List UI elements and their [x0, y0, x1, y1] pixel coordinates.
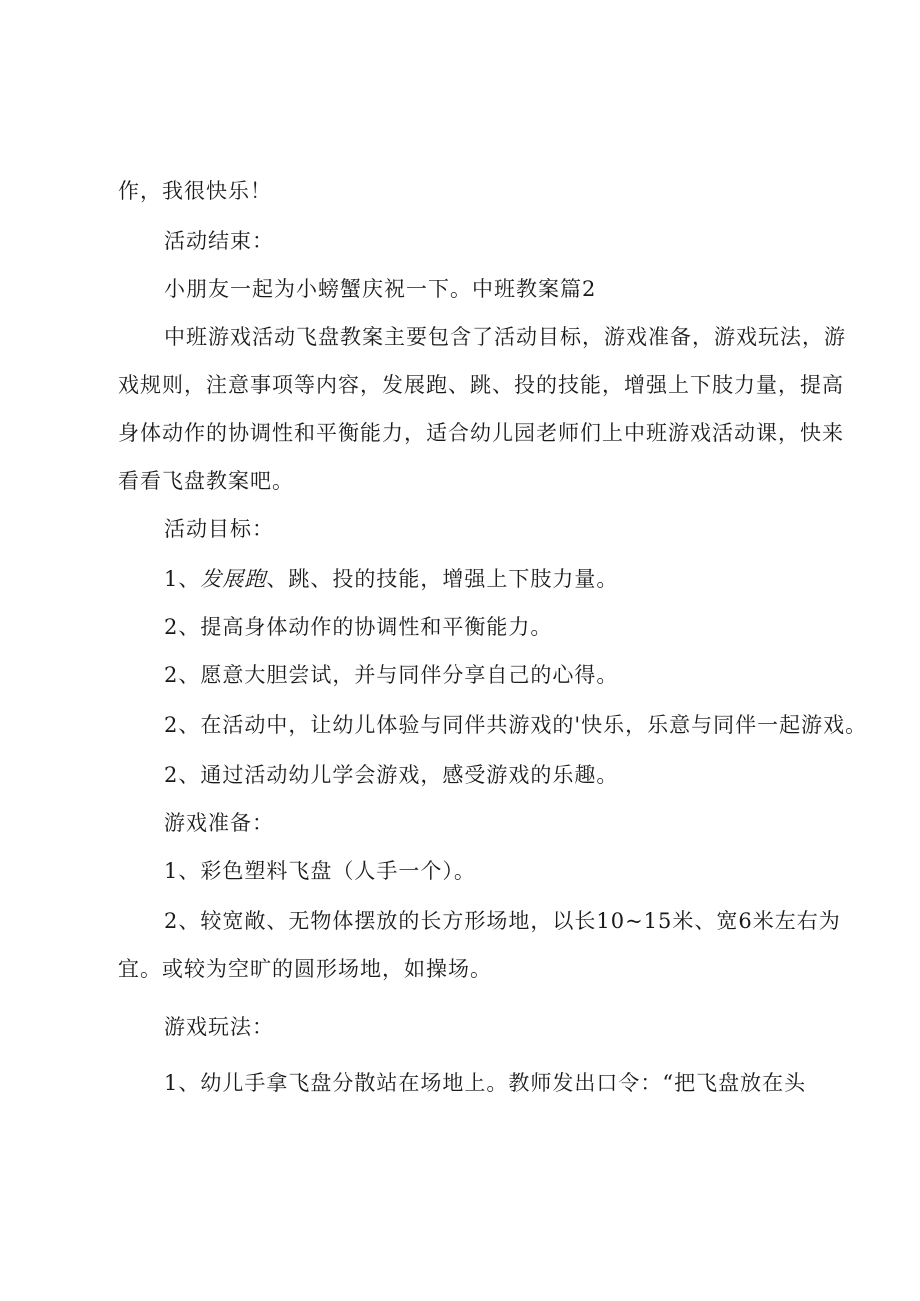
paragraph-line: 宜。或较为空旷的圆形场地，如操场。 — [118, 957, 492, 981]
list-item-number: 1、 — [164, 567, 201, 591]
paragraph-line: 中班游戏活动飞盘教案主要包含了活动目标，游戏准备，游戏玩法，游 — [164, 325, 846, 349]
italic-text: 发展跑 — [200, 567, 267, 591]
section-heading-game-prep: 游戏准备： — [164, 811, 274, 835]
section-heading-game-play: 游戏玩法： — [164, 1015, 274, 1039]
section-heading-activity-goals: 活动目标： — [164, 517, 274, 541]
list-item: 2、在活动中，让幼儿体验与同伴共游戏的'快乐，乐意与同伴一起游戏。 — [164, 713, 868, 737]
list-item: 1、幼儿手拿飞盘分散站在场地上。教师发出口令：“把飞盘放在头 — [164, 1071, 807, 1095]
list-item: 2、通过活动幼儿学会游戏，感受游戏的乐趣。 — [164, 763, 619, 787]
list-item — [164, 566, 618, 592]
paragraph-line: 看看飞盘教案吧。 — [118, 469, 294, 493]
text-line: 作，我很快乐！ — [118, 179, 272, 203]
list-item: 2、较宽敞、无物体摆放的长方形场地，以长10~15米、宽6米左右为 — [164, 909, 841, 933]
paragraph-line: 身体动作的协调性和平衡能力，适合幼儿园老师们上中班游戏活动课，快来 — [118, 421, 844, 445]
list-item: 2、愿意大胆尝试，并与同伴分享自己的心得。 — [164, 663, 619, 687]
list-item: 2、提高身体动作的协调性和平衡能力。 — [164, 615, 553, 639]
paragraph-line: 戏规则，注意事项等内容，发展跑、跳、投的技能，增强上下肢力量，提高 — [118, 373, 844, 397]
list-item: 1、彩色塑料飞盘（人手一个）。 — [164, 859, 476, 883]
section-heading-activity-end: 活动结束： — [164, 229, 274, 253]
list-item-text: 、跳、投的技能，增强上下肢力量。 — [266, 567, 619, 591]
text-line: 小朋友一起为小螃蟹庆祝一下。中班教案篇2 — [164, 277, 597, 301]
